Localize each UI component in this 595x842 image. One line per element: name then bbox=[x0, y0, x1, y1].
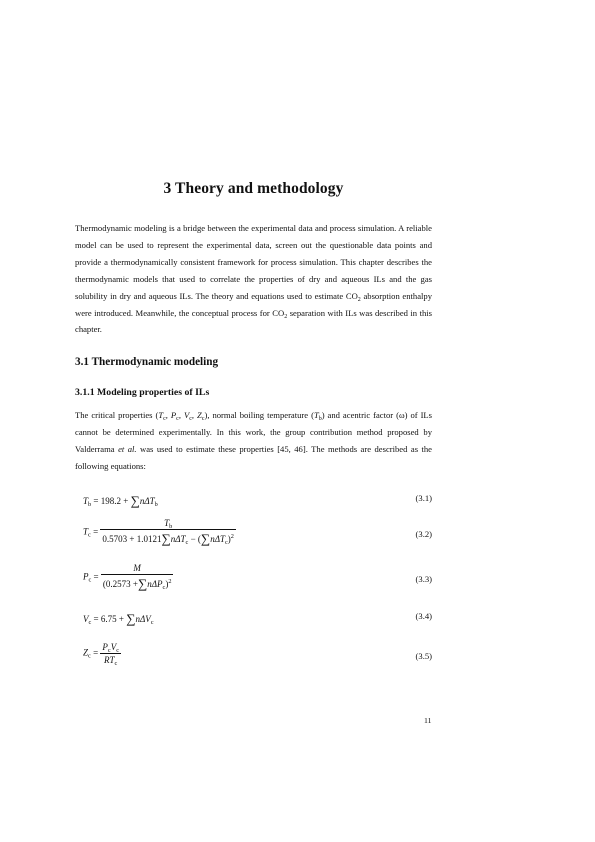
para-text: ) and acentric factor (ω) of ILs cannot be determined experimentally. In this work, the group contribution method proposed by Valderrama bbox=[75, 410, 433, 454]
subscript: b bbox=[318, 416, 322, 422]
equation-number: (3.1) bbox=[415, 493, 432, 503]
symbol: V bbox=[183, 410, 190, 420]
eq-text: = 6.75 + bbox=[93, 614, 124, 624]
chapter-title: 3 Theory and methodology bbox=[163, 180, 344, 197]
section-heading: 3.1 Thermodynamic modeling bbox=[75, 356, 219, 368]
subscript: c bbox=[176, 416, 179, 422]
sum-symbol: ∑ bbox=[137, 576, 148, 591]
eq-subscript: c bbox=[225, 539, 228, 546]
para-text: was used to estimate these properties [45, 46]. The methods are described as the following equations: bbox=[75, 443, 432, 471]
equation-body: $T_c$ = $\frac{T_b}{0.5703 + 1.0121\sum n\Delta T_c - (\sum n\Delta T_c)^2}$ bbox=[83, 518, 234, 546]
eq-symbol: V bbox=[110, 642, 117, 652]
symbol: T bbox=[313, 410, 319, 420]
equation-body: $P_c$ = $\frac{M}{(0.2573 +\sum n\Delta P_c)^2}$ bbox=[83, 563, 172, 591]
subsection-heading: 3.1.1 Modeling properties of ILs bbox=[75, 387, 210, 398]
subscript: c bbox=[201, 416, 205, 422]
equation-3-4 bbox=[75, 611, 432, 645]
subscript: c bbox=[163, 416, 166, 422]
para-text: , bbox=[178, 410, 184, 420]
equation-number: (3.4) bbox=[415, 611, 432, 621]
sum-symbol: ∑ bbox=[130, 493, 140, 508]
eq-symbol: T bbox=[83, 496, 89, 506]
para-text: , bbox=[191, 410, 198, 420]
eq-subscript: b bbox=[169, 523, 173, 530]
citation-author-etal: et al. bbox=[118, 443, 137, 454]
symbol: T bbox=[158, 410, 164, 420]
fraction bbox=[100, 642, 121, 665]
eq-subscript: c bbox=[88, 576, 92, 584]
intro-paragraph bbox=[75, 220, 432, 338]
equation-3-3 bbox=[75, 563, 432, 597]
equation-3-2 bbox=[75, 518, 432, 552]
eq-symbol: P bbox=[102, 642, 108, 652]
eq-subscript: b bbox=[88, 501, 92, 508]
equation-number: (3.3) bbox=[415, 574, 432, 584]
intro-subscript: 2 bbox=[357, 296, 361, 303]
eq-subscript: c bbox=[107, 647, 111, 654]
intro-text: absorption enthalpy were introduced. Meanwhile, the conceptual process for CO bbox=[75, 290, 432, 318]
symbol: P bbox=[170, 410, 177, 420]
eq-subscript: c bbox=[116, 647, 119, 654]
eq-symbol: V bbox=[83, 614, 89, 624]
eq-text: (0.2573 + bbox=[102, 579, 138, 589]
eq-text: 0.5703 + 1.0121 bbox=[102, 534, 162, 544]
eq-symbol: T bbox=[164, 518, 170, 528]
equation-number: (3.5) bbox=[415, 651, 432, 661]
fraction bbox=[100, 518, 236, 547]
sum-symbol: ∑ bbox=[200, 531, 211, 546]
numerator bbox=[100, 642, 121, 654]
eq-term: nΔT bbox=[210, 534, 225, 544]
eq-text: ) bbox=[165, 579, 169, 589]
para-text: , bbox=[165, 410, 171, 420]
eq-superscript: 2 bbox=[168, 578, 172, 585]
intro-text: Thermodynamic modeling is a bridge between the experimental data and process simulation. A reliable model can be used to represent the experimental data, screen out the questionable data points and provide a thermodynamically consistent framework for process simulation. This chapter describes the thermodynamic models that used to correlate the properties of dry and aqueous ILs and the gas solubility in dry and aqueous ILs. The theory and equations used to estimate CO bbox=[75, 223, 432, 301]
equation-number: (3.2) bbox=[415, 529, 432, 539]
denominator bbox=[101, 575, 174, 592]
equation-body bbox=[83, 611, 154, 627]
eq-term: nΔT bbox=[139, 496, 155, 506]
eq-subscript: b bbox=[154, 501, 158, 508]
intro-text: separation with ILs was described in this chapter. bbox=[75, 307, 432, 335]
subscript: c bbox=[189, 416, 192, 422]
equation-3-5 bbox=[75, 642, 432, 676]
eq-subscript: c bbox=[162, 584, 166, 591]
equation-body: $Z_c$ = $\frac{P_cV_c}{RT_c}$ bbox=[83, 642, 119, 667]
sum-symbol: ∑ bbox=[161, 531, 171, 546]
denominator bbox=[100, 530, 236, 547]
denominator bbox=[100, 654, 121, 665]
eq-text: ) bbox=[227, 534, 231, 544]
eq-symbol: RT bbox=[104, 655, 115, 665]
equation-body bbox=[83, 493, 158, 509]
numerator bbox=[101, 563, 174, 575]
eq-term: nΔT bbox=[170, 534, 186, 544]
eq-subscript: c bbox=[185, 539, 189, 546]
para-text: The critical properties ( bbox=[75, 410, 159, 420]
sum-symbol: ∑ bbox=[126, 611, 136, 626]
eq-text: = 198.2 + bbox=[93, 496, 129, 506]
eq-symbol: Z bbox=[83, 647, 89, 658]
eq-symbol: M bbox=[133, 563, 141, 573]
eq-subscript: c bbox=[88, 619, 92, 626]
body-paragraph bbox=[75, 407, 432, 475]
eq-term: nΔV bbox=[135, 614, 151, 624]
eq-symbol: P bbox=[83, 571, 89, 582]
numerator bbox=[100, 518, 236, 530]
fraction bbox=[101, 563, 174, 592]
symbol: Z bbox=[197, 410, 202, 420]
eq-symbol: T bbox=[83, 526, 89, 537]
intro-subscript: 2 bbox=[284, 313, 288, 320]
eq-subscript: c bbox=[150, 619, 154, 626]
eq-text: − ( bbox=[190, 534, 201, 544]
eq-subscript: c bbox=[88, 652, 91, 660]
eq-subscript: c bbox=[88, 531, 91, 539]
eq-superscript: 2 bbox=[230, 533, 234, 540]
para-text: ), normal boiling temperature ( bbox=[204, 410, 314, 420]
page-number: 11 bbox=[424, 716, 432, 725]
eq-term: nΔP bbox=[147, 579, 163, 589]
eq-subscript: c bbox=[114, 660, 118, 667]
